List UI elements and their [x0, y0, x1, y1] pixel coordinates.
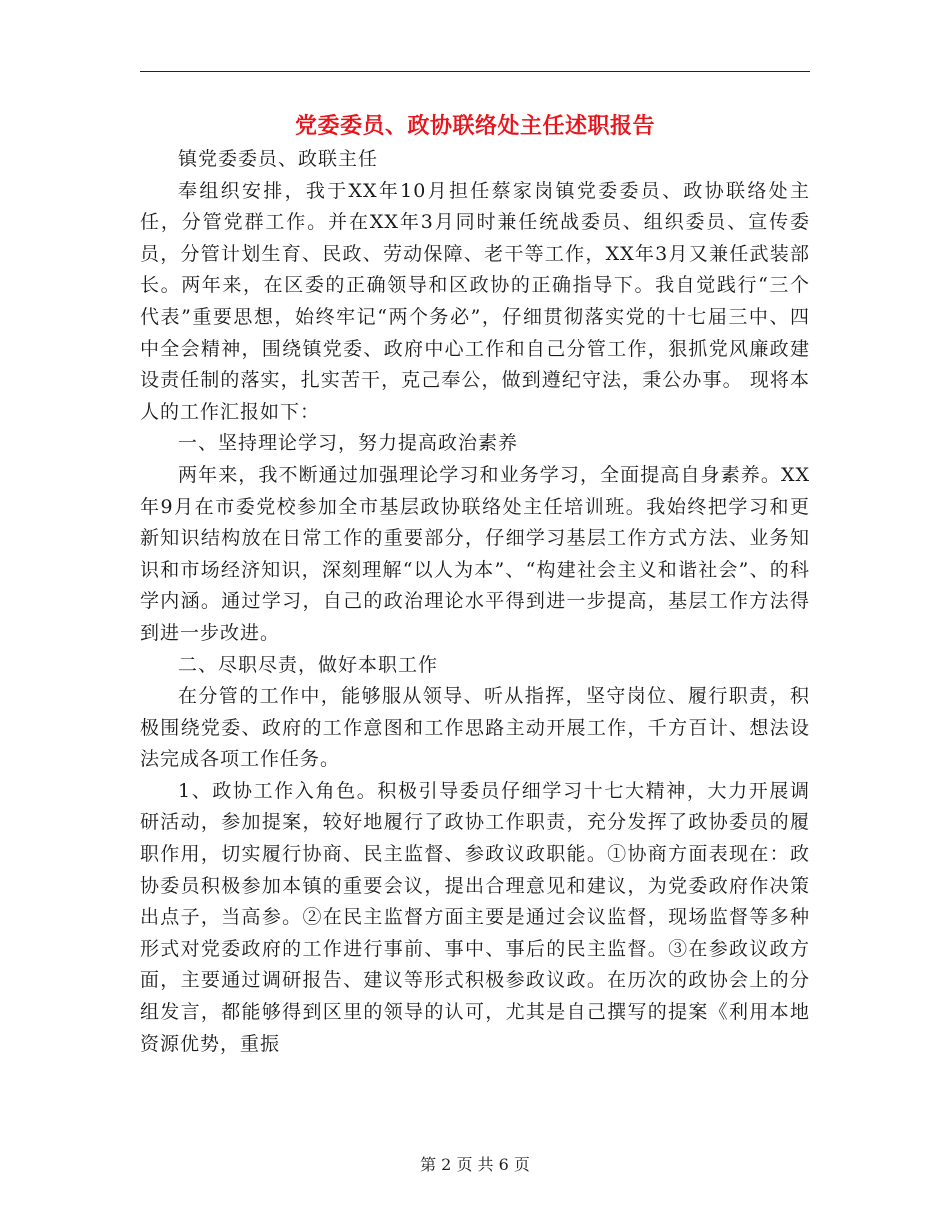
paragraph-study: 两年来，我不断通过加强理论学习和业务学习，全面提高自身素养。XX年9月在市委党校参加全市基层政协联络处主任培训班。我始终把学习和更新知识结构放在日常工作的重要部分，仔细学习基层工作方式方法、业务知识和市场经济知识，深刻理解“以人为本”、“构建社会主义和谐社会”、的科学内涵。通过学习，自己的政治理论水平得到进一步提高，基层工作方法得到进一步改进。	[140, 463, 810, 644]
paragraph-addressee: 镇党委委员、政联主任	[178, 148, 379, 170]
document-body	[140, 144, 810, 1060]
paragraph-cppcc-work: 1、政协工作入角色。积极引导委员仔细学习十七大精神，大力开展调研活动，参加提案，较好地履行了政协工作职责，充分发挥了政协委员的履职作用，切实履行协商、民主监督、参政议政职能。①协商方面表现在：政协委员积极参加本镇的重要会议，提出合理意见和建议，为党委政府作决策出点子，当高参。②在民主监督方面主要是通过会议监督，现场监督等多种形式对党委政府的工作进行事前、事中、事后的民主监督。③在参政议政方面，主要通过调研报告、建议等形式积极参政议政。在历次的政协会上的分组发言，都能够得到区里的领导的认可，尤其是自己撰写的提案《利用本地资源优势，重振	[140, 779, 810, 1055]
document-title: 党委委员、政协联络处主任述职报告	[294, 113, 655, 139]
section-heading-2: 二、尽职尽责，做好本职工作	[178, 653, 439, 676]
section-heading-1: 一、坚持理论学习，努力提高政治素养	[178, 432, 519, 455]
paragraph-intro: 奉组织安排，我于XX年10月担任蔡家岗镇党委委员、政协联络处主任，分管党群工作。并在XX年3月同时兼任统战委员、组织委员、宣传委员，分管计划生育、民政、劳动保障、老干等工作，XX年3月又兼任武装部长。两年来，在区委的正确领导和区政协的正确指导下。我自觉践行“三个代表”重要思想，始终牢记“两个务必”，仔细贯彻落实党的十七届三中、四中全会精神，围绕镇党委、政府中心工作和自己分管工作，狠抓党风廉政建设责任制的落实，扎实苦干，克己奉公，做到遵纪守法，秉公办事。 现将本人的工作汇报如下：	[140, 179, 810, 423]
header-rule	[140, 71, 810, 72]
paragraph-duties: 在分管的工作中，能够服从领导、听从指挥，坚守岗位、履行职责，积极围绕党委、政府的工作意图和工作思路主动开展工作，千方百计、想法设法完成各项工作任务。	[140, 685, 810, 771]
page-indicator: 第 2 页 共 6 页	[420, 1155, 530, 1174]
